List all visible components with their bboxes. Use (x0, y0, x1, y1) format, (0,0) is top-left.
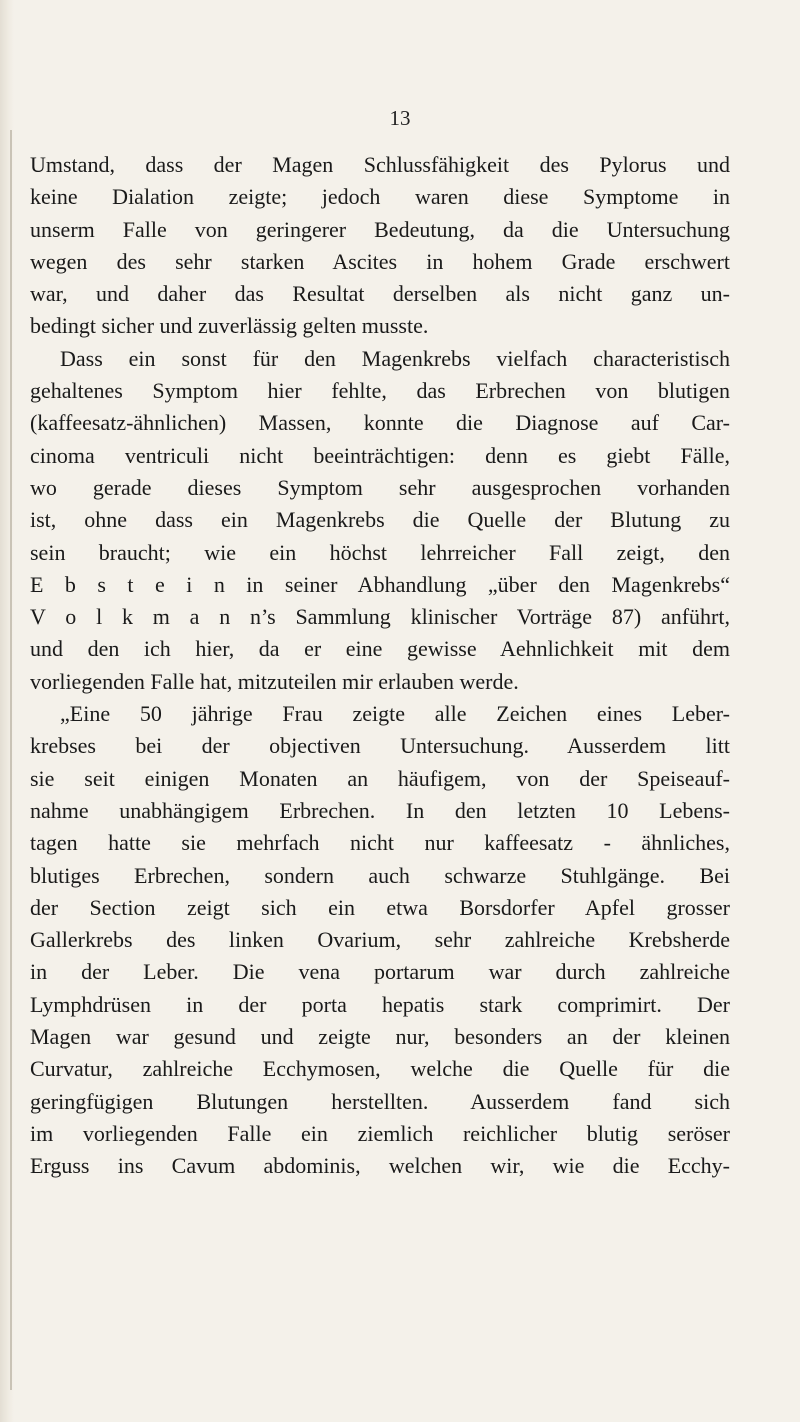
text-line: sein braucht; wie ein höchst lehrreicher Fall zeigt, den (30, 539, 730, 565)
text-line: geringfügigen Blutungen herstellten. Ausserdem fand sich (30, 1088, 730, 1114)
text-line: nahme unabhängigem Erbrechen. In den letzten 10 Lebens- (30, 797, 730, 823)
text-line: keine Dialation zeigte; jedoch waren diese Symptome in (30, 184, 730, 210)
text-line: Lymphdrüsen in der porta hepatis stark comprimirt. Der (30, 991, 730, 1017)
text-line: krebses bei der objectiven Untersuchung. Ausserdem litt (30, 733, 730, 759)
page-gutter (0, 0, 14, 1422)
binding-edge (10, 130, 12, 1390)
text-line: im vorliegenden Falle ein ziemlich reichlicher blutig seröser (30, 1120, 730, 1146)
text-line: E b s t e i n in seiner Abhandlung „über den Magenkrebs“ (30, 571, 730, 597)
text-line: wegen des sehr starken Ascites in hohem Grade erschwert (30, 248, 730, 274)
text-line: vorliegenden Falle hat, mitzuteilen mir erlauben werde. (30, 668, 519, 694)
text-line: Gallerkrebs des linken Ovarium, sehr zahlreiche Krebsherde (30, 927, 730, 953)
text-line: cinoma ventriculi nicht beeinträchtigen: denn es giebt Fälle, (30, 442, 730, 468)
text-line: in der Leber. Die vena portarum war durch zahlreiche (30, 959, 730, 985)
text-line: bedingt sicher und zuverlässig gelten musste. (30, 313, 429, 339)
text-line: und den ich hier, da er eine gewisse Aehnlichkeit mit dem (30, 636, 730, 662)
text-line: wo gerade dieses Symptom sehr ausgesprochen vorhanden (30, 474, 730, 500)
text-line: Curvatur, zahlreiche Ecchymosen, welche die Quelle für die (30, 1056, 730, 1082)
text-line: sie seit einigen Monaten an häufigem, von der Speiseauf- (30, 765, 730, 791)
page-number: 13 (389, 106, 411, 130)
text-line: tagen hatte sie mehrfach nicht nur kaffeesatz - ähnliches, (30, 830, 730, 856)
text-line: war, und daher das Resultat derselben als nicht ganz un- (30, 281, 730, 307)
text-line: (kaffeesatz-ähnlichen) Massen, konnte die Diagnose auf Car- (30, 410, 730, 436)
text-line: unserm Falle von geringerer Bedeutung, da die Untersuchung (30, 216, 730, 242)
text-line: „Eine 50 jährige Frau zeigte alle Zeichen eines Leber- (60, 701, 730, 727)
text-line: Umstand, dass der Magen Schlussfähigkeit des Pylorus und (30, 152, 730, 177)
text-line: ist, ohne dass ein Magenkrebs die Quelle der Blutung zu (30, 507, 730, 533)
text-line: Erguss ins Cavum abdominis, welchen wir, wie die Ecchy- (30, 1153, 730, 1179)
text-line: Magen war gesund und zeigte nur, besonders an der kleinen (30, 1024, 730, 1050)
body-text (30, 149, 730, 1183)
text-line: blutiges Erbrechen, sondern auch schwarze Stuhlgänge. Bei (30, 862, 730, 888)
text-line: der Section zeigt sich ein etwa Borsdorfer Apfel grosser (30, 894, 730, 920)
text-line: Dass ein sonst für den Magenkrebs vielfach characteristisch (60, 345, 730, 371)
text-line: gehaltenes Symptom hier fehlte, das Erbrechen von blutigen (30, 378, 730, 404)
text-line: V o l k m a n n’s Sammlung klinischer Vorträge 87) anführt, (30, 604, 730, 630)
